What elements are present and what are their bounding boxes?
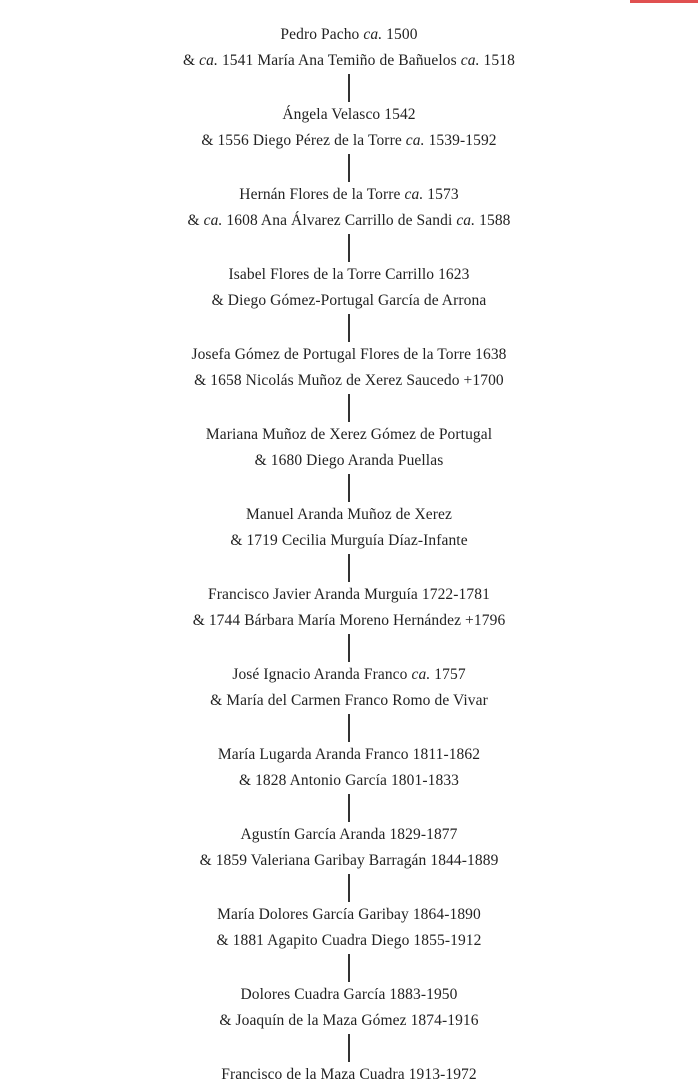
descent-connector xyxy=(348,794,350,822)
person-line-segment: Francisco de la Maza Cuadra 1913-1972 xyxy=(221,1066,477,1083)
lineage-tree xyxy=(0,22,698,1088)
generation-node xyxy=(201,102,496,154)
generation-node xyxy=(230,502,467,554)
person-line xyxy=(221,1062,477,1088)
accent-bar xyxy=(630,0,698,3)
person-line xyxy=(217,902,481,928)
person-line-segment: Isabel Flores de la Torre Carrillo 1623 xyxy=(228,266,470,283)
spouse-line-segment: 1588 xyxy=(475,212,511,229)
person-line-segment: José Ignacio Aranda Franco xyxy=(232,666,412,683)
spouse-line-segment: & 1658 Nicolás Muñoz de Xerez Saucedo +1700 xyxy=(194,372,504,389)
spouse-line-segment: ca. xyxy=(199,52,218,69)
person-line-segment: María Lugarda Aranda Franco 1811-1862 xyxy=(217,746,481,763)
spouse-line xyxy=(219,1008,478,1034)
person-line xyxy=(280,22,417,48)
generation-node xyxy=(193,582,506,634)
spouse-line-segment: & 1744 Bárbara María Moreno Hernández +1796 xyxy=(192,612,506,629)
descent-connector xyxy=(348,394,350,422)
spouse-line-segment: 1541 María Ana Temiño de Bañuelos xyxy=(217,52,461,69)
person-line-segment: 1757 xyxy=(430,666,466,683)
descent-connector xyxy=(348,874,350,902)
person-line-segment: ca. xyxy=(404,186,424,203)
generation-node xyxy=(191,342,506,394)
person-line xyxy=(232,662,465,688)
person-line xyxy=(206,422,492,448)
spouse-line xyxy=(200,848,499,874)
spouse-line xyxy=(194,368,504,394)
spouse-line xyxy=(239,768,459,794)
generation-node xyxy=(206,422,492,474)
person-line-segment: Mariana Muñoz de Xerez Gómez de Portugal xyxy=(205,426,493,443)
descent-connector xyxy=(348,1034,350,1062)
person-line xyxy=(228,262,469,288)
spouse-line xyxy=(255,448,444,474)
person-line xyxy=(239,182,458,208)
spouse-line-segment: & María del Carmen Franco Romo de Vivar xyxy=(210,692,488,709)
person-line-segment: ca. xyxy=(411,666,431,683)
person-line-segment: 1573 xyxy=(423,186,459,203)
spouse-line xyxy=(183,48,515,74)
generation-node xyxy=(187,182,510,234)
spouse-line-segment: ca. xyxy=(203,212,223,229)
person-line-segment: Francisco Javier Aranda Murguía 1722-1781 xyxy=(208,586,490,603)
generation-node xyxy=(212,262,487,314)
person-line xyxy=(240,982,457,1008)
person-line-segment: Manuel Aranda Muñoz de Xerez xyxy=(246,506,452,523)
spouse-line-segment: 1539-1592 xyxy=(424,132,497,149)
spouse-line-segment: & 1828 Antonio García 1801-1833 xyxy=(238,772,460,789)
generation-node xyxy=(221,1062,477,1088)
descent-connector xyxy=(348,314,350,342)
spouse-line-segment: 1608 Ana Álvarez Carrillo de Sandi xyxy=(222,212,457,229)
person-line-segment: Hernán Flores de la Torre xyxy=(239,186,405,203)
generation-node xyxy=(210,662,488,714)
person-line-segment: Dolores Cuadra García 1883-1950 xyxy=(240,986,458,1003)
person-line-segment: María Dolores García Garibay 1864-1890 xyxy=(217,906,481,923)
descent-connector xyxy=(348,634,350,662)
spouse-line xyxy=(193,608,506,634)
generation-node xyxy=(183,22,515,74)
spouse-line-segment: & 1680 Diego Aranda Puellas xyxy=(254,452,444,469)
spouse-line xyxy=(187,208,510,234)
spouse-line xyxy=(212,288,487,314)
person-line-segment: Ángela Velasco 1542 xyxy=(282,106,416,123)
person-line xyxy=(208,582,490,608)
generation-node xyxy=(216,902,481,954)
spouse-line-segment: & 1556 Diego Pérez de la Torre xyxy=(201,132,406,149)
generation-node xyxy=(218,742,480,794)
descent-connector xyxy=(348,714,350,742)
spouse-line-segment: & xyxy=(183,52,200,69)
descent-connector xyxy=(348,474,350,502)
person-line-segment: 1500 xyxy=(382,26,418,43)
spouse-line-segment: ca. xyxy=(405,132,425,149)
person-line-segment: Josefa Gómez de Portugal Flores de la Torre 1638 xyxy=(191,346,507,363)
descent-connector xyxy=(348,554,350,582)
spouse-line-segment: & 1719 Cecilia Murguía Díaz-Infante xyxy=(230,532,468,549)
person-line xyxy=(191,342,506,368)
spouse-line-segment: ca. xyxy=(460,52,480,69)
spouse-line-segment: & 1881 Agapito Cuadra Diego 1855-1912 xyxy=(216,932,482,949)
person-line xyxy=(240,822,457,848)
person-line-segment: Pedro Pacho xyxy=(280,26,364,43)
spouse-line xyxy=(230,528,467,554)
person-line xyxy=(282,102,415,128)
spouse-line-segment: & xyxy=(187,212,204,229)
spouse-line xyxy=(210,688,488,714)
descent-connector xyxy=(348,234,350,262)
spouse-line-segment: & Joaquín de la Maza Gómez 1874-1916 xyxy=(219,1012,479,1029)
person-line xyxy=(218,742,480,768)
person-line-segment: ca. xyxy=(363,26,383,43)
descent-connector xyxy=(348,74,350,102)
spouse-line-segment: & 1859 Valeriana Garibay Barragán 1844-1889 xyxy=(199,852,499,869)
spouse-line xyxy=(216,928,481,954)
generation-node xyxy=(200,822,499,874)
spouse-line-segment: & Diego Gómez-Portugal García de Arrona xyxy=(211,292,487,309)
generation-node xyxy=(219,982,478,1034)
person-line-segment: Agustín García Aranda 1829-1877 xyxy=(240,826,458,843)
spouse-line xyxy=(201,128,496,154)
spouse-line-segment: 1518 xyxy=(479,52,515,69)
spouse-line-segment: ca. xyxy=(456,212,476,229)
person-line xyxy=(246,502,452,528)
descent-connector xyxy=(348,154,350,182)
descent-connector xyxy=(348,954,350,982)
